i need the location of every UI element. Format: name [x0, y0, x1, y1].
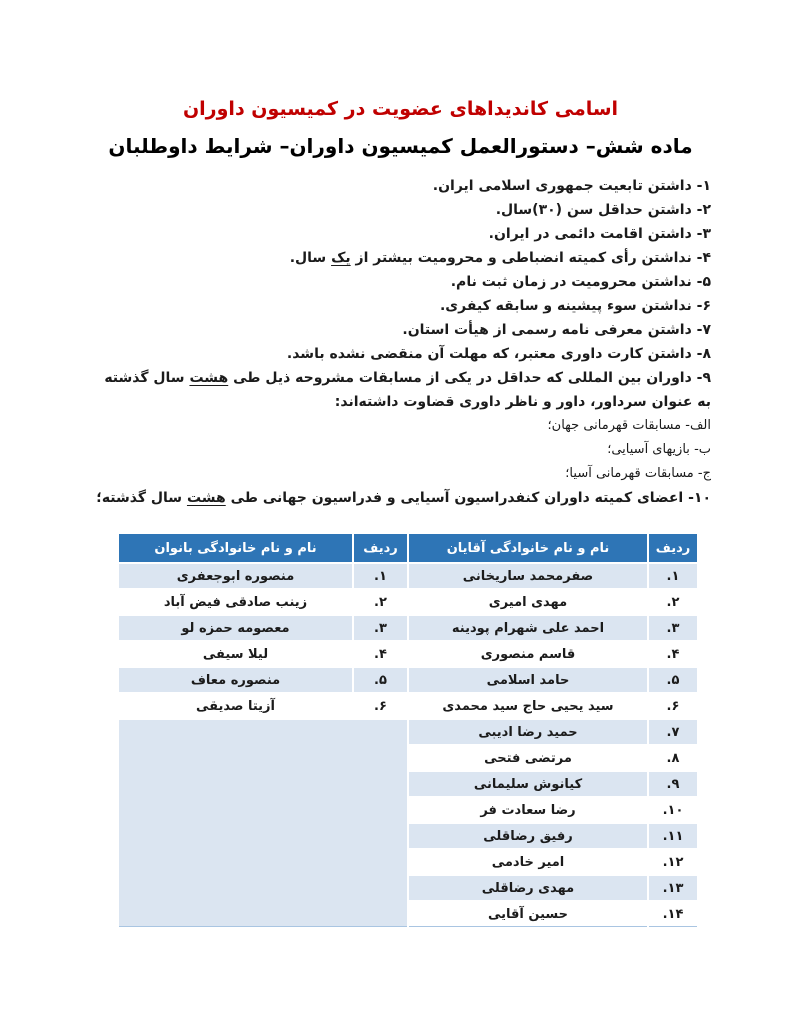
rule-number: ۳- — [696, 226, 711, 242]
rule-text: داشتن معرفی نامه رسمی از هیأت استان. — [402, 322, 692, 338]
rule-text: داشتن حداقل سن (۳۰)سال. — [495, 202, 692, 218]
name-cell: منصوره ابوجعفری — [118, 563, 353, 589]
table-row — [118, 615, 698, 641]
row-number-cell: ۶. — [648, 693, 698, 719]
rule-number: ب- — [694, 442, 711, 457]
row-number-cell: ۲. — [353, 589, 408, 615]
name-cell: حسین آقایی — [408, 901, 648, 927]
rule-line-1 — [90, 174, 711, 198]
rule-text: داشتن تابعیت جمهوری اسلامی ایران. — [432, 178, 692, 194]
name-cell: رضا سعادت فر — [408, 797, 648, 823]
table-header-row — [118, 533, 698, 563]
name-cell: سید یحیی حاج سید محمدی — [408, 693, 648, 719]
header-row-number-men: ردیف — [648, 533, 698, 563]
rule-text: مسابقات قهرمانی جهان؛ — [547, 418, 682, 433]
rule-text: داوران بین المللی که حداقل در یکی از مسابقات مشروحه ذیل طی — [228, 370, 692, 386]
row-number-cell: ۱. — [648, 563, 698, 589]
rule-underlined-word: هشت — [186, 490, 226, 506]
table-row — [118, 693, 698, 719]
table-row — [118, 667, 698, 693]
row-number-cell: ۳. — [353, 615, 408, 641]
name-cell: لیلا سیفی — [118, 641, 353, 667]
document-title: اسامی کاندیداهای عضویت در کمیسیون داوران — [182, 98, 619, 120]
rule-number: ۲- — [696, 202, 711, 218]
rule-number: ج- — [697, 466, 711, 481]
name-cell: حمید رضا ادیبی — [408, 719, 648, 745]
name-cell: صفرمحمد ساریخانی — [408, 563, 648, 589]
name-cell: منصوره معاف — [118, 667, 353, 693]
name-cell: قاسم منصوری — [408, 641, 648, 667]
rule-line-be — [90, 438, 711, 462]
name-cell: آزیتا صدیقی — [118, 693, 353, 719]
row-number-cell: ۳. — [648, 615, 698, 641]
rule-text: نداشتن محرومیت در زمان ثبت نام. — [450, 274, 692, 290]
row-number-cell: ۵. — [353, 667, 408, 693]
rule-text: نداشتن سوء پیشینه و سابقه کیفری. — [439, 298, 692, 314]
table-row — [118, 589, 698, 615]
document-subtitle: ماده شش– دستورالعمل کمیسیون داوران– شرایط داوطلبان — [108, 134, 693, 158]
header-row-number-women: ردیف — [353, 533, 408, 563]
rule-text: نداشتن رأی کمیته انضباطی و محرومیت بیشتر از — [350, 250, 692, 266]
header-name-men: نام و نام خانوادگی آقایان — [408, 533, 648, 563]
name-cell: حامد اسلامی — [408, 667, 648, 693]
row-number-cell: ۱۲. — [648, 849, 698, 875]
rule-underlined-word: هشت — [189, 370, 229, 386]
name-cell: معصومه حمزه لو — [118, 615, 353, 641]
row-number-cell: ۸. — [648, 745, 698, 771]
rule-number: ۸- — [696, 346, 711, 362]
name-cell: کیانوش سلیمانی — [408, 771, 648, 797]
rule-number: ۱- — [696, 178, 711, 194]
rule-line-alef — [90, 414, 711, 438]
rule-line-jim — [90, 462, 711, 486]
rule-line-2 — [90, 198, 711, 222]
row-number-cell: ۱۴. — [648, 901, 698, 927]
rule-text-after: سال گذشته؛ — [96, 490, 187, 506]
rule-line-6 — [90, 294, 711, 318]
row-number-cell: ۷. — [648, 719, 698, 745]
name-cell: احمد علی شهرام پودینه — [408, 615, 648, 641]
name-cell: رفیق رضاقلی — [408, 823, 648, 849]
rules-list — [90, 174, 711, 510]
empty-merged-cell — [118, 719, 408, 927]
rule-number: ۹- — [696, 370, 711, 386]
rule-line-5 — [90, 270, 711, 294]
row-number-cell: ۲. — [648, 589, 698, 615]
rule-number: ۶- — [696, 298, 711, 314]
row-number-cell: ۶. — [353, 693, 408, 719]
row-number-cell: ۱۰. — [648, 797, 698, 823]
name-cell: مهدی رضاقلی — [408, 875, 648, 901]
rule-line-9 — [90, 366, 711, 414]
rule-number: ۴- — [696, 250, 711, 266]
name-cell: امیر خادمی — [408, 849, 648, 875]
rule-line-10 — [90, 486, 711, 510]
rule-text: مسابقات قهرمانی آسیا؛ — [565, 466, 694, 481]
row-number-cell: ۱. — [353, 563, 408, 589]
name-cell: مرتضی فتحی — [408, 745, 648, 771]
rule-underlined-word: یک — [331, 250, 351, 266]
rule-text: داشتن اقامت دائمی در ایران. — [488, 226, 692, 242]
rule-line-7 — [90, 318, 711, 342]
rule-text: داشتن کارت داوری معتبر، که مهلت آن منقضی نشده باشد. — [286, 346, 692, 362]
row-number-cell: ۱۱. — [648, 823, 698, 849]
rule-text: اعضای کمیته داوران کنفدراسیون آسیایی و فدراسیون جهانی طی — [225, 490, 684, 506]
header-name-women: نام و نام خانوادگی بانوان — [118, 533, 353, 563]
rule-number: ۷- — [696, 322, 711, 338]
row-number-cell: ۴. — [648, 641, 698, 667]
row-number-cell: ۵. — [648, 667, 698, 693]
table-row — [118, 641, 698, 667]
name-cell: مهدی امیری — [408, 589, 648, 615]
candidates-table — [117, 532, 699, 927]
name-cell: زینب صادقی فیض آباد — [118, 589, 353, 615]
rule-text-after: سال. — [289, 250, 332, 266]
table-row — [118, 719, 698, 745]
rule-number: ۵- — [696, 274, 711, 290]
row-number-cell: ۱۳. — [648, 875, 698, 901]
rule-line-8 — [90, 342, 711, 366]
rule-number: ۱۰- — [688, 490, 711, 506]
row-number-cell: ۴. — [353, 641, 408, 667]
rule-text: بازیهای آسیایی؛ — [607, 442, 690, 457]
row-number-cell: ۹. — [648, 771, 698, 797]
rule-line-4 — [90, 246, 711, 270]
rule-text-after: سال گذشته به عنوان سرداور، داور و ناظر داوری قضاوت داشته‌اند: — [104, 370, 711, 410]
rule-line-3 — [90, 222, 711, 246]
rule-number: الف- — [685, 418, 711, 433]
table-row — [118, 563, 698, 589]
